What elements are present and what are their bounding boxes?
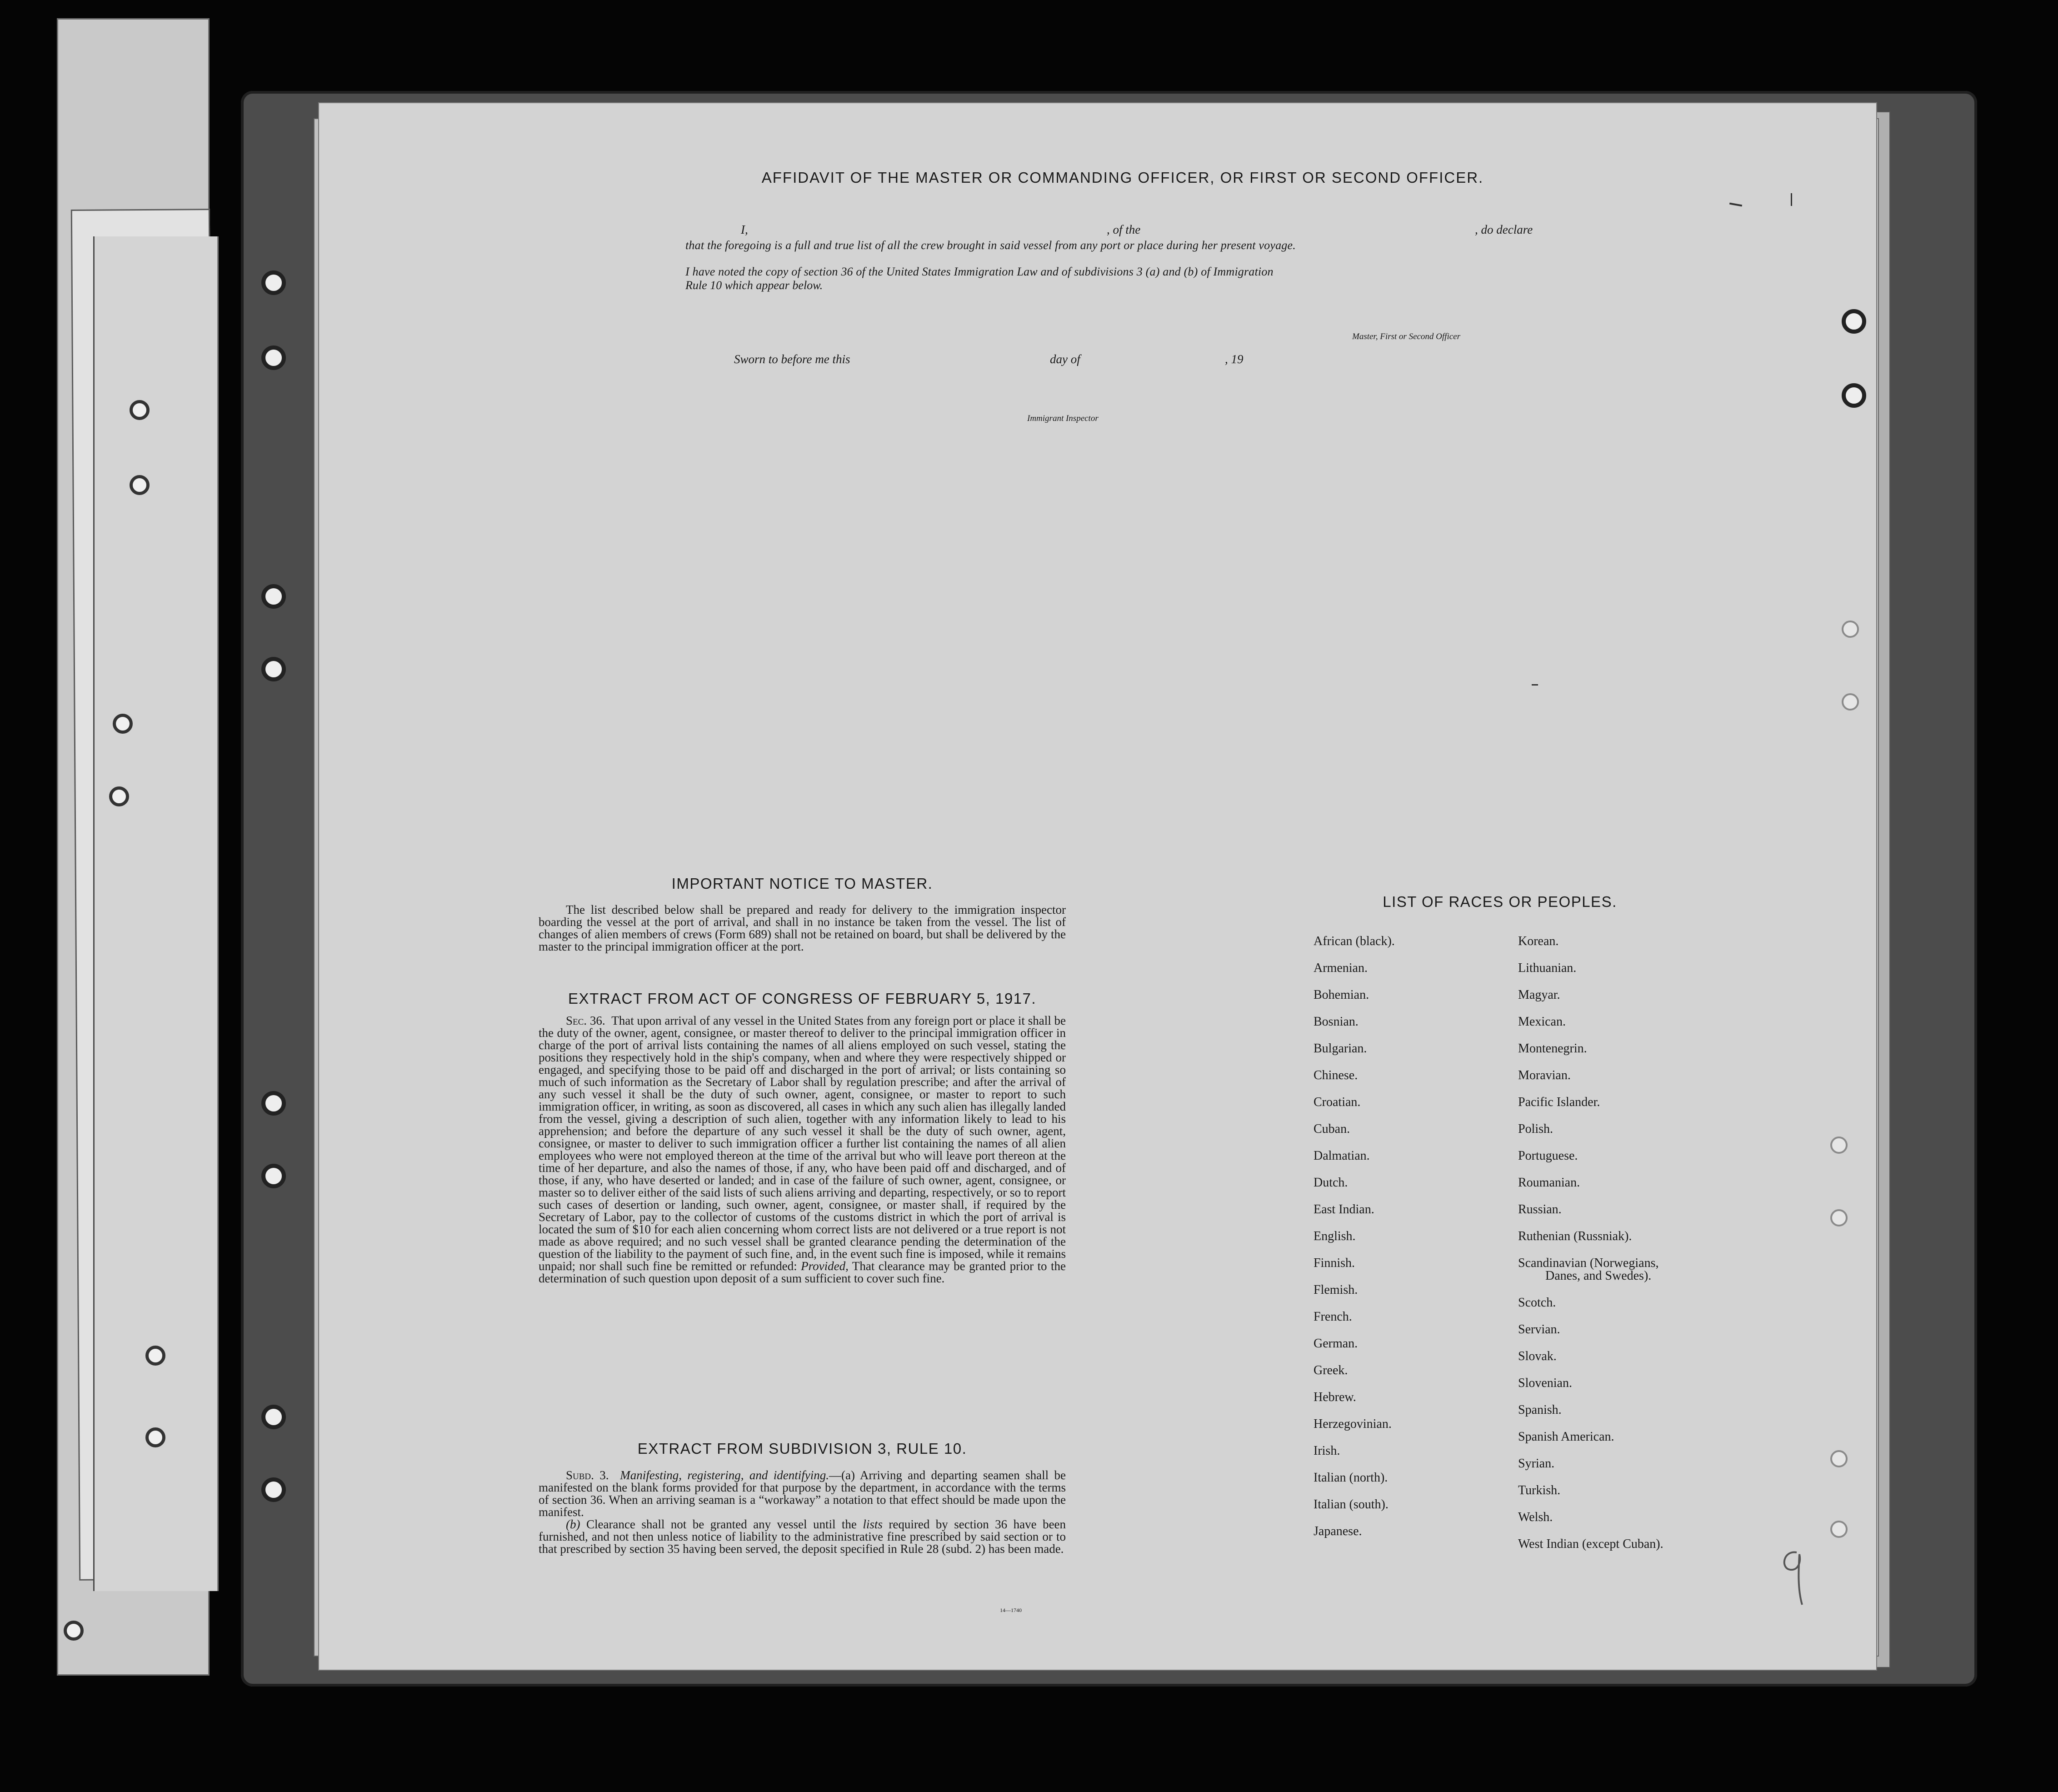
punch-hole	[1830, 1209, 1848, 1226]
race-entry: Herzegovinian.	[1314, 1417, 1392, 1431]
race-entry: Lithuanian.	[1518, 961, 1577, 975]
race-entry: Bosnian.	[1314, 1015, 1359, 1029]
race-entry: Irish.	[1314, 1444, 1340, 1458]
punch-hole	[261, 1477, 286, 1502]
race-entry: German.	[1314, 1336, 1358, 1351]
extract-rule-body	[539, 1469, 1066, 1555]
affidavit-text: day of	[1050, 352, 1080, 366]
race-entry: Scandinavian (Norwegians,	[1518, 1256, 1659, 1270]
race-entry: Cuban.	[1314, 1122, 1350, 1136]
race-entry: Roumanian.	[1518, 1176, 1580, 1190]
punch-hole	[261, 345, 286, 370]
race-entry: Flemish.	[1314, 1283, 1358, 1297]
races-title: LIST OF RACES OR PEOPLES.	[1383, 893, 1617, 910]
punch-hole	[1842, 383, 1866, 408]
race-entry: Japanese.	[1314, 1524, 1362, 1538]
race-entry: Italian (north).	[1314, 1471, 1388, 1485]
affidavit-text: , do declare	[1475, 223, 1533, 236]
race-entry: Spanish American.	[1518, 1430, 1614, 1444]
race-entry: Chinese.	[1314, 1068, 1358, 1082]
subdivision-text: —(a) Arriving and departing seamen shall be manifested on the blank forms provided for that purpose by the department, in accordance with the terms of section 36. When an arriving seaman is a “workaway” a notation to that effect should be made upon the manifest.	[539, 1468, 1066, 1519]
affidavit-text: , of the	[1107, 223, 1141, 236]
race-entry: Greek.	[1314, 1363, 1348, 1377]
race-entry: West Indian (except Cuban).	[1518, 1537, 1663, 1551]
section-text: That clearance may be granted prior to the determination of such question upon deposit of a sum sufficient to cover such fine.	[539, 1259, 1066, 1285]
punch-hole	[145, 1427, 165, 1447]
race-entry: East Indian.	[1314, 1202, 1374, 1216]
race-entry: Magyar.	[1518, 988, 1560, 1002]
punch-hole	[1830, 1450, 1848, 1467]
race-entry: Slovak.	[1518, 1349, 1557, 1363]
punch-hole	[261, 270, 286, 295]
punch-hole	[261, 1091, 286, 1116]
section-label: Sec. 36.	[566, 1014, 605, 1027]
race-entry: Montenegrin.	[1518, 1041, 1587, 1056]
punch-hole	[1830, 1136, 1848, 1154]
race-entry: French.	[1314, 1310, 1352, 1324]
punch-hole	[130, 400, 150, 420]
affidavit-text: Rule 10 which appear below.	[685, 279, 823, 292]
affidavit-text: I have noted the copy of section 36 of the United States Immigration Law and of subdivisions 3 (a) and (b) of Immigration	[685, 265, 1274, 278]
race-entry: Finnish.	[1314, 1256, 1355, 1270]
race-entry: Dalmatian.	[1314, 1149, 1370, 1163]
page-mark	[1791, 193, 1792, 206]
race-entry: Ruthenian (Russniak).	[1518, 1229, 1632, 1243]
race-entry: Bulgarian.	[1314, 1041, 1367, 1056]
subdivision-label: Subd. 3.	[566, 1468, 609, 1482]
punch-hole	[1830, 1521, 1848, 1538]
page-mark	[1532, 684, 1538, 686]
lists-word: lists	[863, 1517, 883, 1531]
race-entry: English.	[1314, 1229, 1356, 1243]
affidavit-text: I,	[741, 223, 748, 236]
extract-rule-title: EXTRACT FROM SUBDIVISION 3, RULE 10.	[637, 1440, 967, 1457]
subdivision-text: required by section 36 have been furnished, and not then unless notice of liability to the administrative fine prescribed by said section or to that prescribed by section 35 having been served, the deposit specified in Rule 28 (subd. 2) has been made.	[539, 1517, 1066, 1556]
race-entry: Armenian.	[1314, 961, 1368, 975]
race-entry: Pacific Islander.	[1518, 1095, 1600, 1109]
race-entry: Croatian.	[1314, 1095, 1361, 1109]
subdivision-text: Clearance shall not be granted any vessel until the	[586, 1517, 857, 1531]
punch-hole	[130, 475, 150, 495]
punch-hole	[1842, 621, 1859, 638]
punch-hole	[261, 1405, 286, 1429]
section-text: That upon arrival of any vessel in the United States from any foreign port or place it shall be the duty of the owner, agent, consignee, or master thereof to deliver to the principal immigration officer in charge of the port of arrival lists containing the names of all aliens employed on such vessel, stating the positions they respectively hold in the ship's company, when and where they were respectively shipped or engaged, and specifying those to be paid off and discharged in the port of arrival; or lists containing so much of such information as the Secretary of Labor shall by regulation prescribe; and after the arrival of any such vessel it shall be the duty of such owner, agent, consignee, or master to report to such immigration officer, in writing, as soon as discovered, all cases in which any such alien has illegally landed from the vessel, giving a description of such alien, together with any information likely to lead to his apprehension; and before the departure of any such vessel it shall be the duty of such owner, agent, consignee, or master to deliver to such immigration officer a further list containing the names of all alien employees who were not employed thereon at the time of the arrival but who will leave port thereon at the time of her departure, and also the names of those, if any, who have been paid off and discharged, and of those, if any, who have deserted or landed; and in case of the failure of such owner, agent, consignee, or master so to deliver either of the said lists of such aliens arriving and departing, respectively, or so to report such cases of desertion or landing, such owner, agent, consignee, or master shall, if required by the Secretary of Labor, pay to the collector of customs of the customs district in which the port of arrival is located the sum of $10 for each alien concerning whom correct lists are not delivered or a true report is not made as above required; and no such vessel shall be granted clearance pending the determination of the question of the liability to the payment of such fine, and, in the event such fine is imposed, while it remains unpaid; nor shall such fine be remitted or refunded:	[539, 1014, 1066, 1273]
affidavit-text: that the foregoing is a full and true list of all the crew brought in said vessel from any port or place during her present voyage.	[685, 239, 1296, 252]
race-entry: Bohemian.	[1314, 988, 1369, 1002]
notice-body	[539, 904, 1066, 953]
race-entry: Moravian.	[1518, 1068, 1571, 1082]
race-entry: Polish.	[1518, 1122, 1553, 1136]
race-entry: Scotch.	[1518, 1296, 1556, 1310]
race-entry: Portuguese.	[1518, 1149, 1578, 1163]
race-entry: African (black).	[1314, 934, 1395, 948]
race-entry: Welsh.	[1518, 1510, 1553, 1524]
extract-act-title: EXTRACT FROM ACT OF CONGRESS OF FEBRUARY 5, 1917.	[568, 990, 1037, 1007]
race-entry: Russian.	[1518, 1202, 1562, 1216]
background-page-stack	[93, 236, 219, 1591]
punch-hole	[113, 714, 133, 734]
race-entry: Hebrew.	[1314, 1390, 1356, 1404]
race-entry: Spanish.	[1518, 1403, 1562, 1417]
extract-act-body	[539, 1015, 1066, 1285]
race-entry: Dutch.	[1314, 1176, 1348, 1190]
punch-hole	[1842, 693, 1859, 711]
affidavit-text: Sworn to before me this	[734, 352, 850, 366]
race-entry: Korean.	[1518, 934, 1559, 948]
race-entry: Turkish.	[1518, 1483, 1561, 1497]
race-entry: Servian.	[1518, 1322, 1560, 1336]
race-entry: Italian (south).	[1314, 1497, 1389, 1512]
provided-word: Provided,	[801, 1259, 849, 1273]
notice-title: IMPORTANT NOTICE TO MASTER.	[671, 875, 933, 892]
race-entry: Mexican.	[1518, 1015, 1566, 1029]
race-entry: Syrian.	[1518, 1457, 1555, 1471]
inspector-label: Immigrant Inspector	[1027, 414, 1099, 423]
race-entry: Danes, and Swedes).	[1545, 1269, 1652, 1283]
punch-hole	[109, 786, 129, 806]
punch-hole	[1842, 309, 1866, 334]
race-entry: Slovenian.	[1518, 1376, 1572, 1390]
pencil-page-number	[1779, 1548, 1807, 1607]
affidavit-text: , 19	[1225, 352, 1244, 366]
punch-hole	[261, 1164, 286, 1188]
affidavit-title: AFFIDAVIT OF THE MASTER OR COMMANDING OFFICER, OR FIRST OR SECOND OFFICER.	[761, 169, 1484, 186]
signature-label: Master, First or Second Officer	[1352, 332, 1461, 341]
punch-hole	[261, 657, 286, 681]
form-number: 14—1740	[1000, 1607, 1022, 1613]
paragraph-label: (b)	[566, 1517, 580, 1531]
subdivision-heading: Manifesting, registering, and identifying.	[620, 1468, 829, 1482]
notice-paragraph: The list described below shall be prepared and ready for delivery to the immigration inspector boarding the vessel at the port of arrival, and shall in no instance be taken from the vessel. The list of changes of alien members of crews (Form 689) shall not be retained on board, but shall be delivered by the master to the principal immigration officer at the port.	[539, 903, 1066, 953]
punch-hole	[145, 1346, 165, 1366]
punch-hole	[261, 584, 286, 609]
punch-hole	[64, 1621, 84, 1641]
